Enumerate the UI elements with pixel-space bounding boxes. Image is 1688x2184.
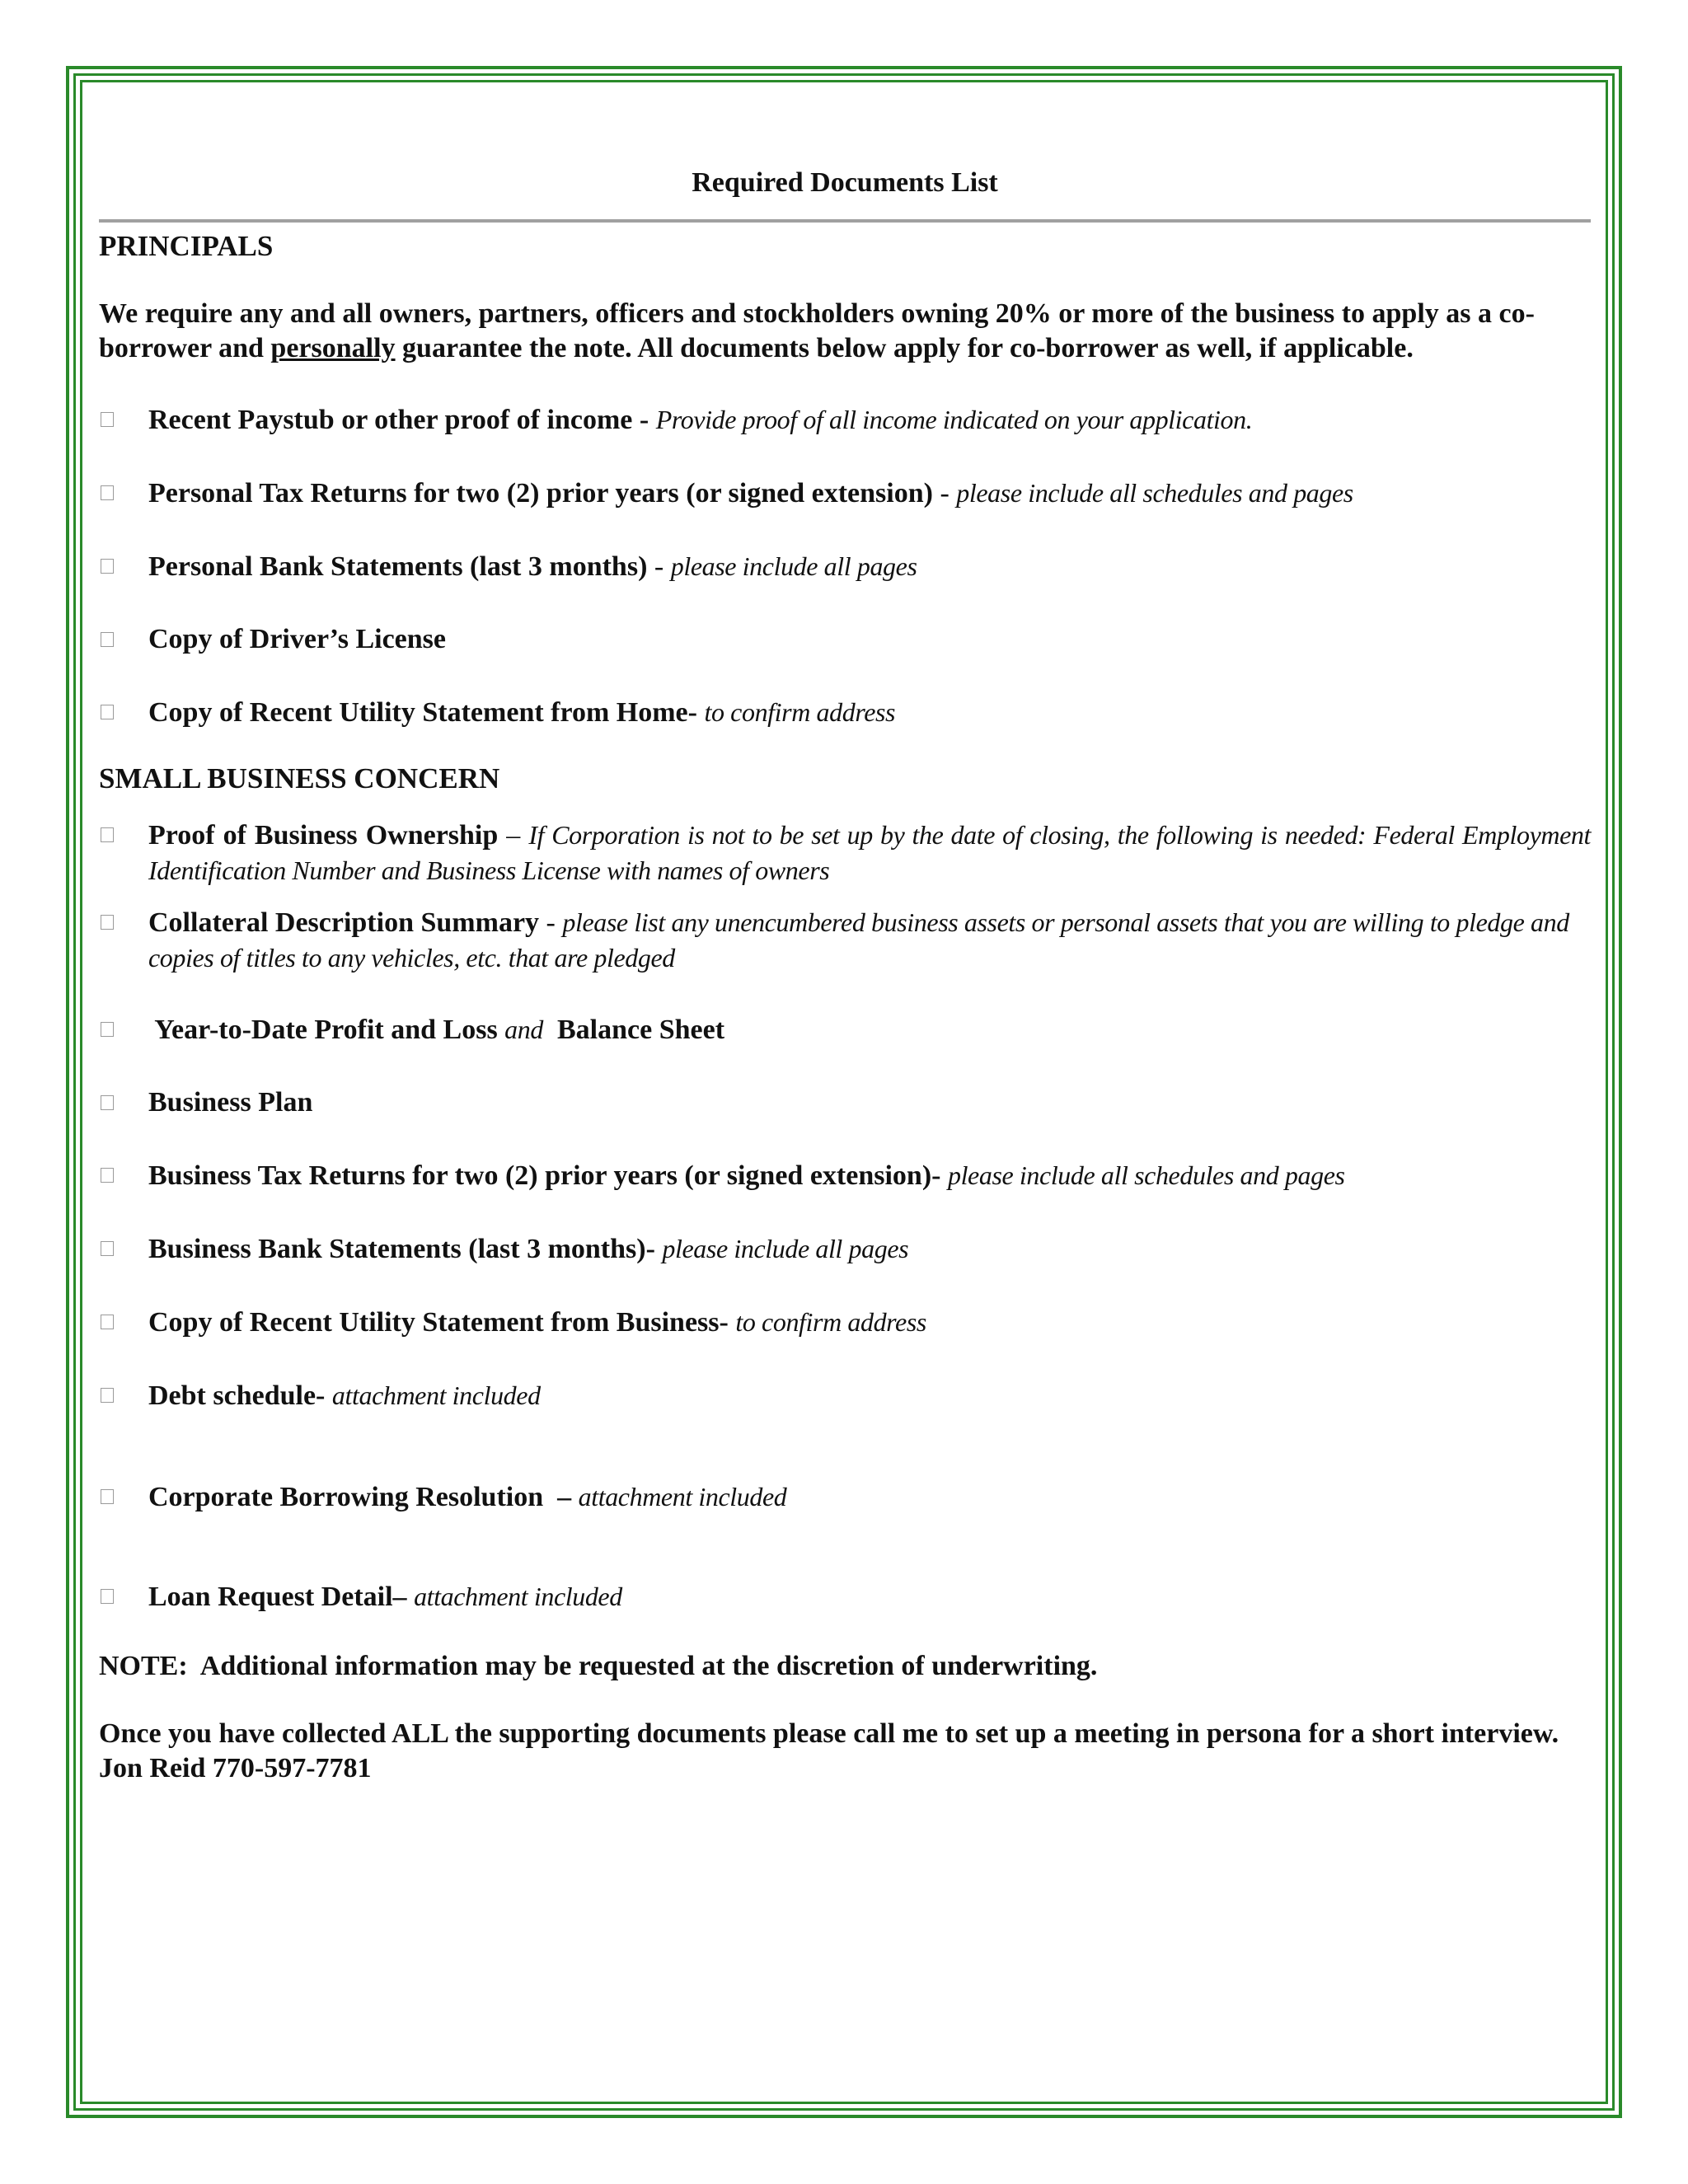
principals-intro (99, 297, 1591, 366)
checklist-item: Proof of Business Ownership – If Corporation is not to be set up by the date of closing, the following is needed: Federal Employment Identification Number and Business License with names of owners (99, 818, 1591, 888)
item-note: please include all schedules and pages (947, 1160, 1345, 1190)
item-label: Personal Bank Statements (last 3 months) (148, 551, 648, 582)
item-note: please list any unencumbered business assets or personal assets that you are willing to pledge and copies of titles to any vehicles, etc. that are pledged (148, 907, 1569, 972)
item-label: Proof of Business Ownership (148, 820, 499, 851)
item-label: Business Tax Returns for two (2) prior years (or signed extension)- (148, 1160, 941, 1191)
checkbox[interactable] (101, 1095, 114, 1110)
checklist-item: Recent Paystub or other proof of income - Provide proof of all income indicated on your application. (99, 402, 1591, 438)
title-divider (99, 219, 1591, 223)
checklist-item: Personal Tax Returns for two (2) prior years (or signed extension) - please include all schedules and pages (99, 476, 1591, 511)
checklist-item (99, 1085, 1591, 1120)
checkbox[interactable] (101, 1022, 114, 1037)
checkbox[interactable] (101, 412, 114, 427)
checklist-item (99, 1579, 1591, 1615)
item-label: Year-to-Date Profit and Loss (148, 1015, 498, 1045)
item-label: Corporate Borrowing Resolution (148, 1482, 544, 1512)
checkbox[interactable] (101, 632, 114, 647)
item-label: Business Bank Statements (last 3 months)- (148, 1234, 655, 1264)
item-label-secondary: Balance Sheet (542, 1015, 725, 1045)
checkbox[interactable] (101, 485, 114, 500)
checklist-item (99, 622, 1591, 657)
checkbox[interactable] (101, 559, 114, 574)
item-label: Business Plan (148, 1087, 313, 1118)
checklist-item: Collateral Description Summary - please list any unencumbered business assets or personal assets that you are willing to pledge and copies of titles to any vehicles, etc. that are pledged (99, 905, 1591, 976)
item-label: Debt schedule- (148, 1380, 326, 1411)
checklist-item (99, 1378, 1591, 1413)
business-heading: SMALL BUSINESS CONCERN (99, 762, 500, 794)
intro-text-start: We require any and all owners, partners, officers and stockholders owning 20% or more of the business to apply as a co-borrower and (99, 298, 1535, 363)
item-note: attachment included (331, 1380, 541, 1410)
checkbox[interactable] (101, 1168, 114, 1183)
item-label: Loan Request Detail– (148, 1582, 407, 1612)
checkbox[interactable] (101, 1315, 114, 1329)
item-note: to confirm address (735, 1307, 926, 1337)
principals-heading: PRINCIPALS (99, 230, 274, 262)
item-label: Collateral Description Summary (148, 907, 540, 938)
item-note: please include all schedules and pages (956, 478, 1353, 508)
item-note: Provide proof of all income indicated on your application. (655, 405, 1253, 434)
checklist-item: Corporate Borrowing Resolution – attachment included (99, 1479, 1591, 1515)
checklist-item (99, 1231, 1591, 1267)
intro-underlined-word: personally (270, 333, 396, 363)
checklist-item (99, 695, 1591, 730)
underwriting-note: NOTE: Additional information may be requested at the discretion of underwriting. (99, 1651, 1098, 1681)
checklist-item (99, 1012, 1591, 1047)
item-label: Copy of Driver’s License (148, 624, 447, 654)
checklist-item (99, 1305, 1591, 1340)
item-label: Copy of Recent Utility Statement from Home- (148, 697, 697, 728)
checkbox[interactable] (101, 827, 114, 842)
checkbox[interactable] (101, 1388, 114, 1403)
checklist-item (99, 1158, 1591, 1193)
checkbox[interactable] (101, 705, 114, 719)
document-body (99, 165, 1591, 1786)
closing-instructions: Once you have collected ALL the supporting documents please call me to set up a meeting in persona for a short interview. Jon Reid 770-597-7781 (99, 1718, 1559, 1783)
item-note: please include all pages (662, 1234, 909, 1263)
item-note: attachment included (578, 1482, 787, 1511)
item-label: Recent Paystub or other proof of income (148, 405, 633, 435)
checklist-item: Personal Bank Statements (last 3 months) - please include all pages (99, 549, 1591, 584)
item-note: and (504, 1015, 543, 1044)
item-note: If Corporation is not to be set up by the date of closing, the following is needed: Federal Employment Identification Number and Business License with names of owners (148, 820, 1592, 885)
checkbox[interactable] (101, 1241, 114, 1256)
item-note: attachment included (414, 1582, 622, 1611)
document-title: Required Documents List (692, 167, 998, 198)
checkbox[interactable] (101, 915, 114, 930)
checkbox[interactable] (101, 1489, 114, 1504)
item-note: please include all pages (670, 551, 917, 581)
intro-text-end: guarantee the note. All documents below apply for co-borrower as well, if applicable. (395, 333, 1414, 363)
item-label: Personal Tax Returns for two (2) prior years (or signed extension) (148, 478, 933, 509)
item-note: to confirm address (704, 697, 896, 727)
item-label: Copy of Recent Utility Statement from Business- (148, 1307, 729, 1338)
checkbox[interactable] (101, 1589, 114, 1604)
